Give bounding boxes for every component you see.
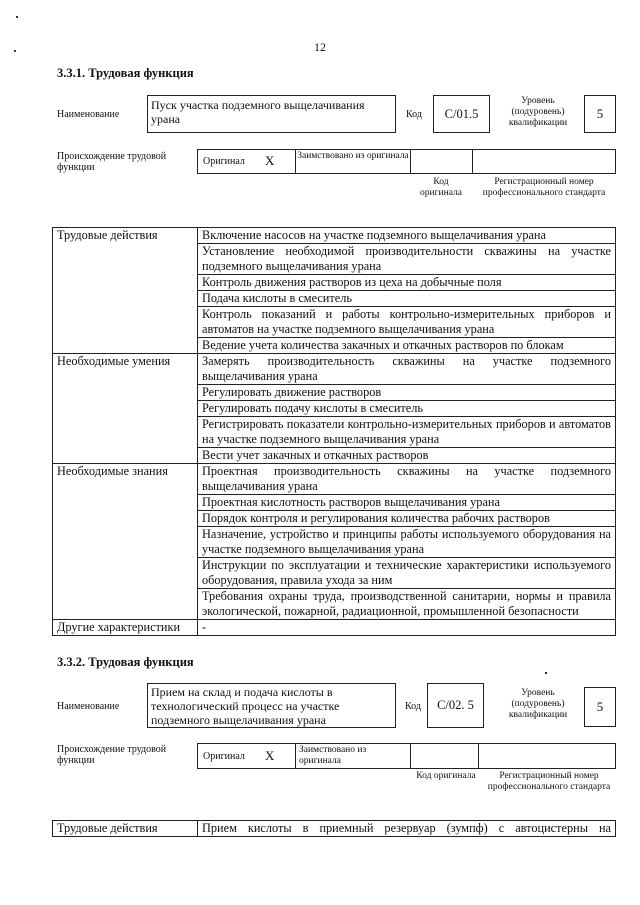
table-cell: Проектная кислотность растворов выщелачивания урана: [198, 495, 616, 511]
reg-number-label: Регистрационный номер профессионального стандарта: [482, 177, 606, 198]
name-value: Прием на склад и подача кислоты в технологический процесс на участке подземного выщелачивания урана: [147, 683, 396, 728]
code-value-text: С/01.5: [444, 106, 479, 121]
original-label: Оригинал: [203, 751, 245, 762]
level-label: Уровень (подуровень) квалификации: [508, 688, 568, 720]
section-title: 3.3.1. Трудовая функция: [57, 66, 194, 80]
original-mark: X: [265, 153, 275, 168]
table-cell: Регистрировать показатели контрольно-измерительных приборов и автоматов на участке подземного выщелачивания урана: [198, 417, 616, 448]
name-label: Наименование: [57, 109, 120, 120]
table-cell: Контроль движения растворов из цеха на добычные поля: [198, 275, 616, 291]
table-cell: Прием кислоты в приемный резервуар (зумпф) с автоцистерны на: [198, 821, 616, 837]
row-label: Необходимые знания: [53, 464, 198, 620]
code-value: [433, 95, 490, 133]
table-cell: Проектная производительность скважины на участке подземного выщелачивания урана: [198, 464, 616, 495]
code-value: [427, 683, 484, 728]
origin-div-3: [472, 149, 473, 174]
code-original-label: Код оригинала: [420, 177, 462, 198]
code-label: Код: [406, 109, 422, 120]
table-cell: Замерять производительность скважины на участке подземного выщелачивания урана: [198, 354, 616, 385]
row-label: Необходимые умения: [53, 354, 198, 464]
level-value-text: 5: [596, 106, 604, 121]
scan-speck: [545, 672, 547, 674]
function-table-2: [52, 820, 616, 837]
row-label: Другие характеристики: [53, 620, 198, 636]
row-label: Трудовые действия: [53, 228, 198, 354]
table-cell: Ведение учета количества закачных и откачных растворов по блокам: [198, 338, 616, 354]
level-value: [584, 95, 616, 133]
original-label: Оригинал: [203, 156, 245, 167]
code-original-label: Код оригинала: [416, 771, 476, 781]
origin-div-3: [478, 743, 479, 769]
origin-div-1: [295, 149, 296, 174]
table-cell: Регулировать подачу кислоты в смеситель: [198, 401, 616, 417]
table-cell: Вести учет закачных и откачных растворов: [198, 448, 616, 464]
code-value-text: С/02. 5: [437, 698, 474, 712]
origin-div-2: [410, 149, 411, 174]
origin-div-1: [295, 743, 296, 769]
scan-speck: [16, 16, 18, 18]
table-cell: Подача кислоты в смеситель: [198, 291, 616, 307]
name-value: Пуск участка подземного выщелачивания урана: [147, 95, 396, 133]
borrowed-label: Заимствовано из оригинала: [297, 151, 409, 161]
level-value: [584, 687, 616, 727]
code-label: Код: [405, 701, 421, 712]
table-cell: Установление необходимой производительности скважины на участке подземного выщелачивания урана: [198, 244, 616, 275]
table-cell: -: [198, 620, 616, 636]
table-cell: Назначение, устройство и принципы работы используемого оборудования на участке подземного выщелачивания урана: [198, 527, 616, 558]
origin-label: Происхождение трудовой функции: [57, 744, 167, 766]
borrowed-label: Заимствовано из оригинала: [299, 745, 367, 766]
table-cell: Регулировать движение растворов: [198, 385, 616, 401]
table-cell: Требования охраны труда, производственной санитарии, нормы и правила экологической, пожарной, радиационной, промышленной безопасности: [198, 589, 616, 620]
table-cell: Инструкции по эксплуатации и технические характеристики используемого оборудования, правила ухода за ним: [198, 558, 616, 589]
reg-number-label: Регистрационный номер профессионального стандарта: [487, 771, 611, 792]
row-label: Трудовые действия: [53, 821, 198, 837]
page-number: 12: [314, 40, 326, 54]
table-cell: Включение насосов на участке подземного выщелачивания урана: [198, 228, 616, 244]
table-cell: Порядок контроля и регулирования количества рабочих растворов: [198, 511, 616, 527]
origin-div-2: [410, 743, 411, 769]
section-title: 3.3.2. Трудовая функция: [57, 655, 194, 669]
level-value-text: 5: [596, 699, 604, 714]
level-label: Уровень (подуровень) квалификации: [508, 96, 568, 128]
table-cell: Контроль показаний и работы контрольно-измерительных приборов и автоматов на участке подземного выщелачивания урана: [198, 307, 616, 338]
name-label: Наименование: [57, 701, 120, 712]
function-table-1: [52, 227, 616, 636]
original-mark: X: [265, 748, 275, 763]
origin-label: Происхождение трудовой функции: [57, 151, 167, 173]
